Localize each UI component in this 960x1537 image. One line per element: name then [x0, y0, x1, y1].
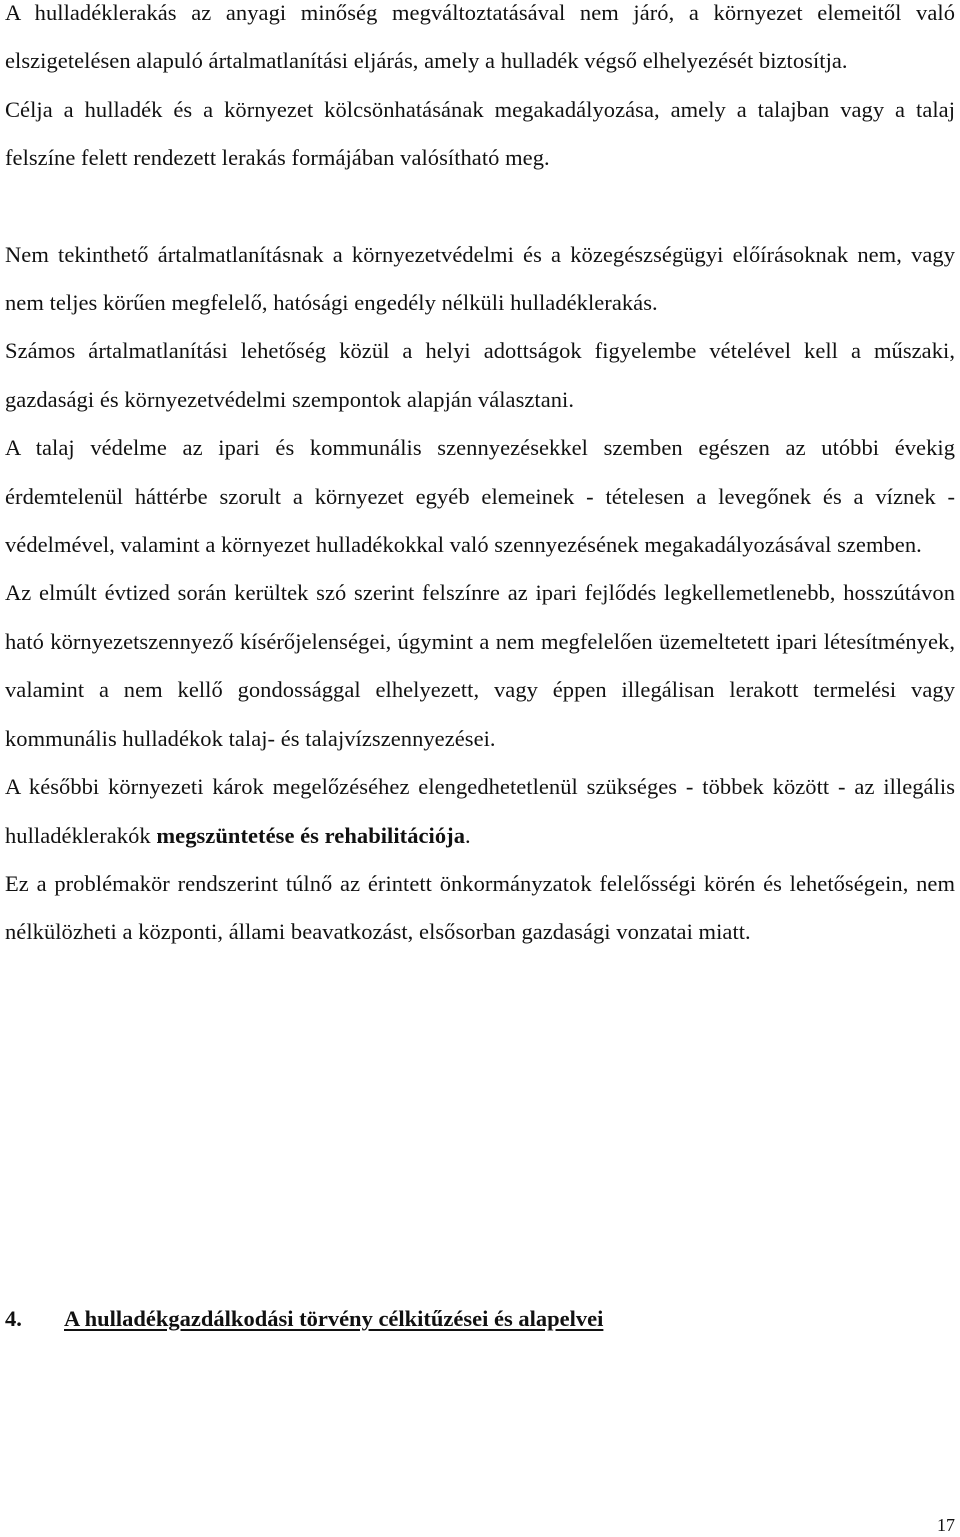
- paragraph-landfill-purpose: Célja a hulladék és a környezet kölcsönhatásának megakadályozása, amely a talajban vagy a talaj felszíne felett rendezett lerakás formájában valósítható meg.: [5, 96, 955, 171]
- paragraph-future-damage-emphasis: megszüntetése és rehabilitációja: [156, 822, 465, 848]
- section-title: A hulladékgazdálkodási törvény célkitűzései és alapelvei: [64, 1306, 604, 1331]
- page-number: 17: [937, 1515, 955, 1535]
- paragraph-future-damage: [5, 763, 955, 860]
- paragraph-not-considered-disposal: Nem tekinthető ártalmatlanításnak a környezetvédelmi és a közegészségügyi előírásoknak nem, vagy nem teljes körűen megfelelő, hatósági engedély nélküli hulladéklerakás.: [5, 241, 955, 316]
- section-heading: [5, 1299, 603, 1339]
- section-number: 4.: [5, 1306, 22, 1331]
- paragraph-spacer: [5, 183, 955, 231]
- paragraph-future-damage-start: A későbbi környezeti károk megelőzéséhez elengedhetetlenül szükséges - többek között - az illegális hulladéklerakók: [5, 774, 955, 848]
- paragraph-future-damage-end: .: [465, 822, 471, 848]
- paragraph-landfill-definition: A hulladéklerakás az anyagi minőség megváltoztatásával nem járó, a környezet elemeitől való elszigetelésen alapuló ártalmatlanítási eljárás, amely a hulladék végső elhelyezését biztosítja.: [5, 0, 955, 74]
- paragraph-soil-protection: A talaj védelme az ipari és kommunális szennyezésekkel szemben egészen az utóbbi évekig érdemtelenül háttérbe szorult a környezet egyéb elemeinek - tételesen a levegőnek és a víznek - védelmével, valamint a környezet hulladékokkal való szennyezésének megakadályozásával szemben.: [5, 435, 955, 558]
- paragraph-disposal-options: Számos ártalmatlanítási lehetőség közül a helyi adottságok figyelembe vételével kell a műszaki, gazdasági és környezetvédelmi szempontok alapján választani.: [5, 338, 955, 412]
- document-body: [5, 0, 955, 957]
- paragraph-municipal-responsibility: Ez a problémakör rendszerint túlnő az érintett önkormányzatok felelősségi körén és lehetőségein, nem nélkülözheti a központi, állami beavatkozást, elsősorban gazdasági vonzatai miatt.: [5, 870, 955, 945]
- paragraph-past-decade: Az elmúlt évtized során kerültek szó szerint felszínre az ipari fejlődés legkellemetlenebb, hosszútávon ható környezetszennyező kísérőjelenségei, úgymint a nem megfelelően üzemeltetett ipari létesítmények, valamint a nem kellő gondossággal elhelyezett, vagy éppen illegálisan lerakott termelési vagy kommunális hulladékok talaj- és talajvízszennyezései.: [5, 580, 955, 751]
